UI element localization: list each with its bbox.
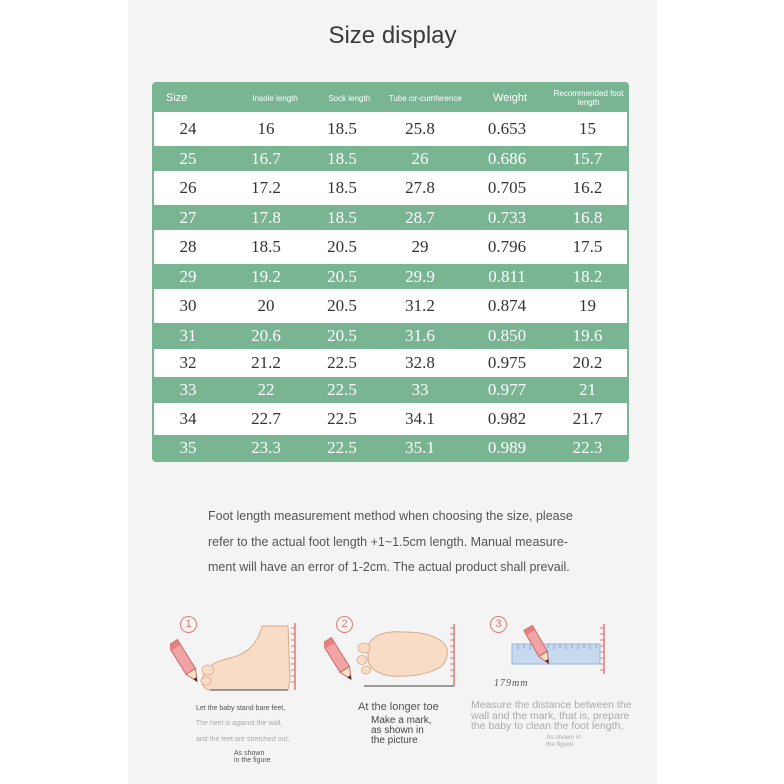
table-cell: 0.796 bbox=[487, 237, 527, 256]
table-cell: 18.5 bbox=[327, 207, 357, 227]
table-cell: 35 bbox=[179, 438, 197, 457]
size-table bbox=[152, 82, 629, 462]
table-cell: 16.7 bbox=[251, 148, 281, 168]
table-cell: 28.7 bbox=[405, 207, 435, 227]
step-3-number: 3 bbox=[490, 616, 507, 633]
note-line: refer to the actual foot length +1~1.5cm length. Manual measure- bbox=[208, 534, 568, 549]
table-cell: 33 bbox=[179, 380, 197, 399]
page-title: Size display bbox=[328, 22, 457, 49]
table-cell: 32 bbox=[179, 353, 197, 372]
table-cell: 0.977 bbox=[487, 380, 527, 399]
table-cell: 20.5 bbox=[327, 296, 357, 315]
table-cell: 16.2 bbox=[572, 178, 603, 197]
table-row bbox=[154, 377, 627, 403]
table-cell: 27.8 bbox=[405, 178, 435, 197]
table-cell: 25 bbox=[179, 148, 197, 168]
table-cell: 23.3 bbox=[251, 438, 281, 457]
step-1-caption: As shown in the figure bbox=[234, 750, 271, 764]
table-header bbox=[154, 84, 627, 112]
table-cell: 22.7 bbox=[251, 409, 281, 428]
table-cell: 26 bbox=[179, 178, 197, 197]
table-cell: 22.3 bbox=[572, 438, 603, 457]
table-cell: 0.850 bbox=[487, 326, 527, 345]
table-cell: 20.5 bbox=[327, 266, 357, 286]
table-cell: 16.8 bbox=[572, 207, 603, 227]
table-row bbox=[154, 349, 627, 377]
table-cell: 31 bbox=[179, 326, 197, 345]
table-cell: 29 bbox=[411, 237, 429, 256]
table-cell: 31.6 bbox=[405, 326, 435, 345]
table-cell: 0.811 bbox=[488, 266, 526, 286]
table-cell: 19.6 bbox=[572, 326, 603, 345]
table-cell: 29 bbox=[179, 266, 197, 286]
step-2-number: 2 bbox=[336, 616, 353, 633]
table-cell: 19 bbox=[579, 296, 596, 315]
table-cell: 15 bbox=[579, 119, 596, 138]
table-cell: 0.982 bbox=[487, 409, 527, 428]
table-cell: 0.975 bbox=[487, 353, 527, 372]
table-cell: 20.5 bbox=[327, 326, 357, 345]
step-1-illustration bbox=[170, 618, 305, 698]
table-cell: 22.5 bbox=[327, 409, 357, 428]
table-row bbox=[154, 289, 627, 323]
table-cell: 26 bbox=[411, 148, 429, 168]
table-cell: 18.5 bbox=[327, 148, 357, 168]
table-cell: 34 bbox=[179, 409, 197, 428]
step-2-illustration bbox=[324, 620, 464, 696]
step-1-number: 1 bbox=[180, 616, 197, 633]
table-row bbox=[154, 205, 627, 230]
table-row bbox=[154, 403, 627, 435]
table-cell: 28 bbox=[179, 237, 197, 256]
table-cell: 21.2 bbox=[251, 353, 281, 372]
step-2-caption: Make a mark, as shown in the picture bbox=[371, 715, 432, 746]
table-cell: 0.989 bbox=[487, 438, 527, 457]
table-cell: 18.5 bbox=[251, 237, 281, 256]
step-3-caption: As shown in the figure bbox=[546, 734, 582, 748]
table-row bbox=[154, 435, 627, 461]
table-cell: 32.8 bbox=[405, 353, 435, 372]
table-cell: 18.5 bbox=[327, 119, 357, 138]
header-sock-length: Sock length bbox=[328, 93, 371, 103]
table-cell: 24 bbox=[179, 119, 197, 138]
table-row bbox=[154, 230, 627, 264]
note-line: ment will have an error of 1-2cm. The actual product shall prevail. bbox=[208, 560, 570, 574]
table-cell: 22.5 bbox=[327, 438, 357, 457]
table-row bbox=[154, 264, 627, 289]
table-cell: 18.5 bbox=[327, 178, 357, 197]
table-cell: 0.733 bbox=[487, 207, 527, 227]
note-line: Foot length measurement method when choosing the size, please bbox=[208, 509, 573, 523]
header-insole-length: Insole length bbox=[252, 93, 298, 103]
table-cell: 20.2 bbox=[572, 353, 603, 372]
table-cell: 31.2 bbox=[405, 296, 435, 315]
table-cell: 29.9 bbox=[405, 266, 435, 286]
table-cell: 21 bbox=[579, 380, 596, 399]
table-row bbox=[154, 323, 627, 349]
header-tube-circumference: Tube cir-cumference bbox=[388, 93, 462, 103]
table-body bbox=[154, 112, 627, 461]
step-1-caption: The heel is against the wall, bbox=[196, 720, 283, 727]
table-cell: 0.705 bbox=[487, 178, 527, 197]
step-2-heading: At the longer toe bbox=[358, 701, 439, 713]
table-cell: 19.2 bbox=[251, 266, 281, 286]
step-1-caption: Let the baby stand bare feet, bbox=[196, 705, 286, 712]
table-cell: 30 bbox=[179, 296, 197, 315]
table-cell: 22.5 bbox=[327, 353, 357, 372]
header-weight: Weight bbox=[493, 91, 528, 104]
step-1-caption: and the feet are stretched out, bbox=[196, 736, 290, 743]
table-cell: 27 bbox=[179, 207, 197, 227]
table-cell: 18.2 bbox=[572, 266, 603, 286]
table-cell: 17.5 bbox=[572, 237, 603, 256]
step-3-illustration bbox=[508, 620, 618, 680]
table-cell: 20.6 bbox=[251, 326, 281, 345]
table-cell: 20.5 bbox=[327, 237, 357, 256]
table-cell: 15.7 bbox=[572, 148, 603, 168]
step-3-measure-label: 179mm bbox=[494, 678, 529, 689]
header-recommended-foot-length: Recommended foot length bbox=[553, 89, 624, 107]
table-cell: 33 bbox=[411, 380, 429, 399]
page-panel bbox=[128, 0, 657, 784]
table-row bbox=[154, 171, 627, 205]
table-cell: 0.686 bbox=[487, 148, 527, 168]
header-size: Size bbox=[166, 91, 188, 104]
table-cell: 17.8 bbox=[251, 207, 281, 227]
table-cell: 34.1 bbox=[405, 409, 435, 428]
table-cell: 0.653 bbox=[487, 119, 527, 138]
table-cell: 0.874 bbox=[487, 296, 527, 315]
table-cell: 22.5 bbox=[327, 380, 357, 399]
table-cell: 35.1 bbox=[405, 438, 435, 457]
table-row bbox=[154, 112, 627, 146]
table-cell: 20 bbox=[257, 296, 275, 315]
table-cell: 21.7 bbox=[572, 409, 603, 428]
step-3-caption: Measure the distance between the wall and the mark, that is, prepare the baby to clean the foot length, bbox=[471, 699, 632, 732]
table-cell: 22 bbox=[257, 380, 275, 399]
table-cell: 16 bbox=[257, 119, 275, 138]
table-row bbox=[154, 146, 627, 171]
table-cell: 17.2 bbox=[251, 178, 281, 197]
measurement-note bbox=[208, 504, 578, 581]
table-cell: 25.8 bbox=[405, 119, 435, 138]
